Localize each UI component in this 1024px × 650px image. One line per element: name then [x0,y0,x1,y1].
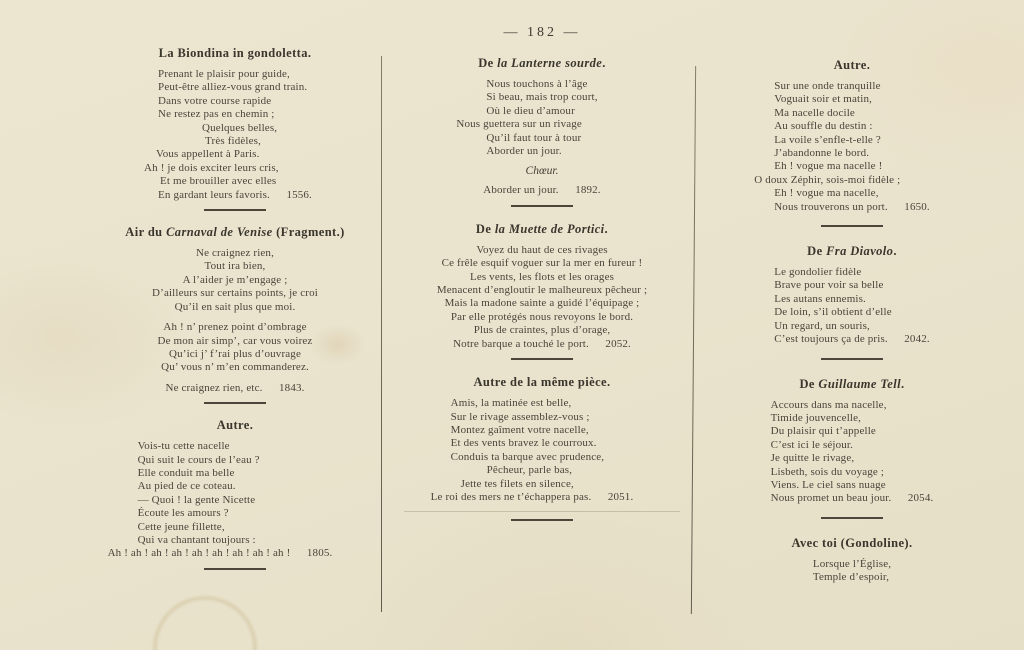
song-title [95,46,375,61]
verse-line: Ah ! je dois exciter leurs cris, [144,161,279,174]
verse-line: Accours dans ma nacelle, [770,398,887,411]
song-title-part: (Fragment.) [272,225,345,240]
song-title-italic-part: Guillaume Tell [818,376,901,391]
stanza [144,68,312,202]
song-title-part: . [604,221,609,236]
verse-line: Aborder un jour. [486,145,562,158]
verse-line: Aborder un jour. 1892. [483,184,601,197]
air-number: 1556. [286,188,312,201]
song-section [706,377,998,506]
verse-line: Les autans ennemis. [774,292,866,305]
verse-line: Écoute les amours ? [137,507,229,520]
verse-line: Et des vents bravez le courroux. [450,437,597,450]
verse-line: Par elle protégés nous revoyons le bord. [450,310,634,323]
stanza [456,78,598,158]
verse-line: Jette tes filets en silence, [460,477,574,490]
verse-line: Amis, la matinée est belle, [450,397,572,410]
song-title [398,375,686,390]
chorus-heading: Chœur. [525,165,559,178]
verse-line: Les vents, les flots et les orages [469,270,615,283]
verse-line: — Quoi ! la gente Nicette [137,493,256,506]
column-divider-right [691,66,696,614]
verse-line: D’ailleurs sur certains points, je croi [152,287,318,300]
song-title-part: . [900,376,905,391]
verse-line: Au pied de ce coteau. [137,480,236,493]
verse-line: Voyez du haut de ces rivages [476,243,608,256]
air-number: 2052. [605,337,631,350]
verse-line: O doux Zéphir, sois-moi fidèle ; [754,173,901,186]
stanza [107,440,333,561]
faint-divider [404,511,680,512]
verse-line: Qu’ vous n’ m’en commanderez. [161,361,309,374]
song-section [706,536,998,585]
page-number: — 182 — [503,25,581,40]
song-title-part: . [602,56,606,70]
air-number: 2054. [907,492,934,505]
stanza [95,247,375,314]
section-divider [204,209,266,211]
verse-line: Voguait soir et matin, [774,93,873,106]
verse-line: Lisbeth, sois du voyage ; [770,465,885,478]
verse-line: Qui suit le cours de l’eau ? [137,453,260,466]
verse-line: Lorsque l’Église, [812,557,892,570]
verse-line: Peut-être alliez-vous grand train. [158,81,308,94]
verse-line: Dans votre course rapide [158,94,272,107]
verse-line: Eh ! vogue ma nacelle ! [774,160,883,173]
song-title-italic-part: la Muette de Portici [494,221,605,236]
stanza [95,321,375,375]
stanza [774,266,930,346]
song-title-part: Autre. [216,418,254,433]
verse-line: Cette jeune fillette, [137,520,225,533]
verse-line: Vous appellent à Paris. [156,148,260,161]
stanza [398,244,686,351]
song-title [398,56,686,71]
verse-line: Très fidèles, [205,135,261,148]
song-title-italic-part: Fra Diavolo [826,244,894,259]
song-title [706,58,998,73]
verse-line: Nous guettera sur un rivage [456,118,582,131]
section-divider [821,517,883,519]
verse-line: Ne craignez rien, etc. 1843. [165,381,305,394]
column-1 [95,46,375,584]
air-number: 1650. [904,200,930,213]
song-section [398,222,686,351]
verse-line: Brave pour voir sa belle [774,279,884,292]
section-divider [204,568,266,570]
verse-line: Où le dieu d’amour [486,104,575,117]
air-number: 2051. [607,490,634,503]
song-section [706,58,998,214]
verse-line: Ah ! ah ! ah ! ah ! ah ! ah ! ah ! ah ! ah ! 1805. [107,547,333,560]
verse-line: Mais la madone sainte a guidé l’équipage ; [444,297,640,310]
air-number: 1843. [279,381,305,394]
verse-line: Nous trouverons un port. 1650. [774,200,930,213]
song-title-part: La Biondina in gondoletta. [158,46,312,60]
song-section [398,375,686,504]
song-title-part: . [893,244,897,259]
verse-line: Ah ! n’ prenez point d’ombrage [163,321,307,334]
song-title-part: De [799,376,819,391]
air-number: 1805. [306,547,333,560]
verse-line: Et me brouiller avec elles [160,175,277,188]
verse-line: Ne craignez rien, [196,247,274,260]
song-section [95,46,375,202]
verse-line: A l’aider je m’engage ; [182,273,288,286]
verse-line: Si beau, mais trop court, [486,91,598,104]
verse-line: Prenant le plaisir pour guide, [158,68,290,80]
verse-line: Au souffle du destin : [774,120,873,133]
song-section [706,244,998,346]
verse-line: Le gondolier fidèle [774,266,862,279]
verse-line: Nous promet un beau jour. 2054. [770,492,934,505]
verse-line: Ce frêle esquif voguer sur la mer en fureur ! [441,257,643,270]
verse-line: Vois-tu cette nacelle [137,440,230,453]
song-title-italic-part: Carnaval de Venise [166,225,273,240]
verse-line: Ne restez pas en chemin ; [158,108,275,121]
song-title-part: Autre. [833,58,871,72]
song-title-part: Air du [125,225,167,240]
stanza [483,184,600,197]
song-section [95,225,375,395]
section-divider [511,358,573,360]
stanza [771,399,934,506]
verse-line: Viens. Le ciel sans nuage [770,478,886,491]
verse-line: Pêcheur, parle bas, [486,464,573,477]
air-number: 2042. [904,333,930,346]
verse-line: En gardant leurs favoris. 1556. [158,188,312,201]
song-title-part: De [475,221,495,236]
section-divider [821,358,883,360]
song-title-part: Avec toi (Gondoline). [791,535,913,550]
song-title-italic-part: la Lanterne sourde [497,56,603,70]
column-2 [398,56,686,536]
verse-line: J’abandonne le bord. [774,147,870,160]
verse-line: Un regard, un souris, [774,319,870,332]
song-title-part: Autre de la même pièce. [473,375,611,390]
verse-line: Nous touchons à l’âge [486,78,588,90]
verse-line: Qui va chantant toujours : [137,533,256,546]
stanza [95,382,375,395]
verse-line: De loin, s’il obtient d’elle [774,306,892,319]
verse-line: Plus de craintes, plus d’orage, [473,324,611,337]
verse-line: C’est ici le séjour. [770,438,854,451]
song-title-part: De [478,56,498,70]
section-divider [511,205,573,207]
section-divider [204,402,266,404]
verse-line: La voile s’enfle-t-elle ? [774,133,881,146]
section-divider [821,225,883,227]
verse-line: Menacent d’engloutir le malheureux pêcheur ; [436,284,648,297]
verse-line: Conduis ta barque avec prudence, [450,450,605,463]
song-title [706,536,998,551]
verse-line: Timide jouvencelle, [770,411,862,424]
song-section [95,418,375,561]
verse-line: Sur une onde tranquille [774,80,881,92]
verse-line: Notre barque a touché le port. 2052. [453,337,631,350]
column-3 [706,58,998,596]
verse-line: Qu’il faut tour à tour [486,131,582,144]
verse-line: Quelques belles, [202,121,278,134]
song-title [398,222,686,237]
verse-line: Eh ! vogue ma nacelle, [774,187,879,200]
verse-line: Temple d’espoir, [812,571,890,584]
song-title-part: De [807,244,827,259]
verse-line: Tout ira bien, [204,260,266,273]
song-section [398,56,686,198]
stanza [754,80,930,214]
verse-line: Le roi des mers ne t’échappera pas. 2051. [430,490,634,503]
song-title [706,244,998,259]
verse-line: Ma nacelle docile [774,106,855,119]
song-title [95,225,375,240]
column-divider-left [381,56,382,612]
verse-line: Montez gaîment votre nacelle, [450,423,589,436]
section-divider [511,519,573,521]
verse-line: Je quitte le rivage, [770,452,855,465]
verse-line: Qu’ici j’ f’rai plus d’ouvrage [169,347,301,360]
verse-line: C’est toujours ça de pris. 2042. [774,333,930,346]
verse-line: Qu’il en sait plus que moi. [174,300,296,313]
air-number: 1892. [575,184,601,197]
stanza [813,558,891,585]
stanza [430,397,634,504]
verse-line: Du plaisir qui t’appelle [770,425,876,438]
song-title [95,418,375,433]
verse-line: Sur le rivage assemblez-vous ; [450,410,590,423]
verse-line: Elle conduit ma belle [137,466,235,479]
song-title [706,377,998,392]
verse-line: De mon air simp’, car vous voirez [157,334,313,347]
